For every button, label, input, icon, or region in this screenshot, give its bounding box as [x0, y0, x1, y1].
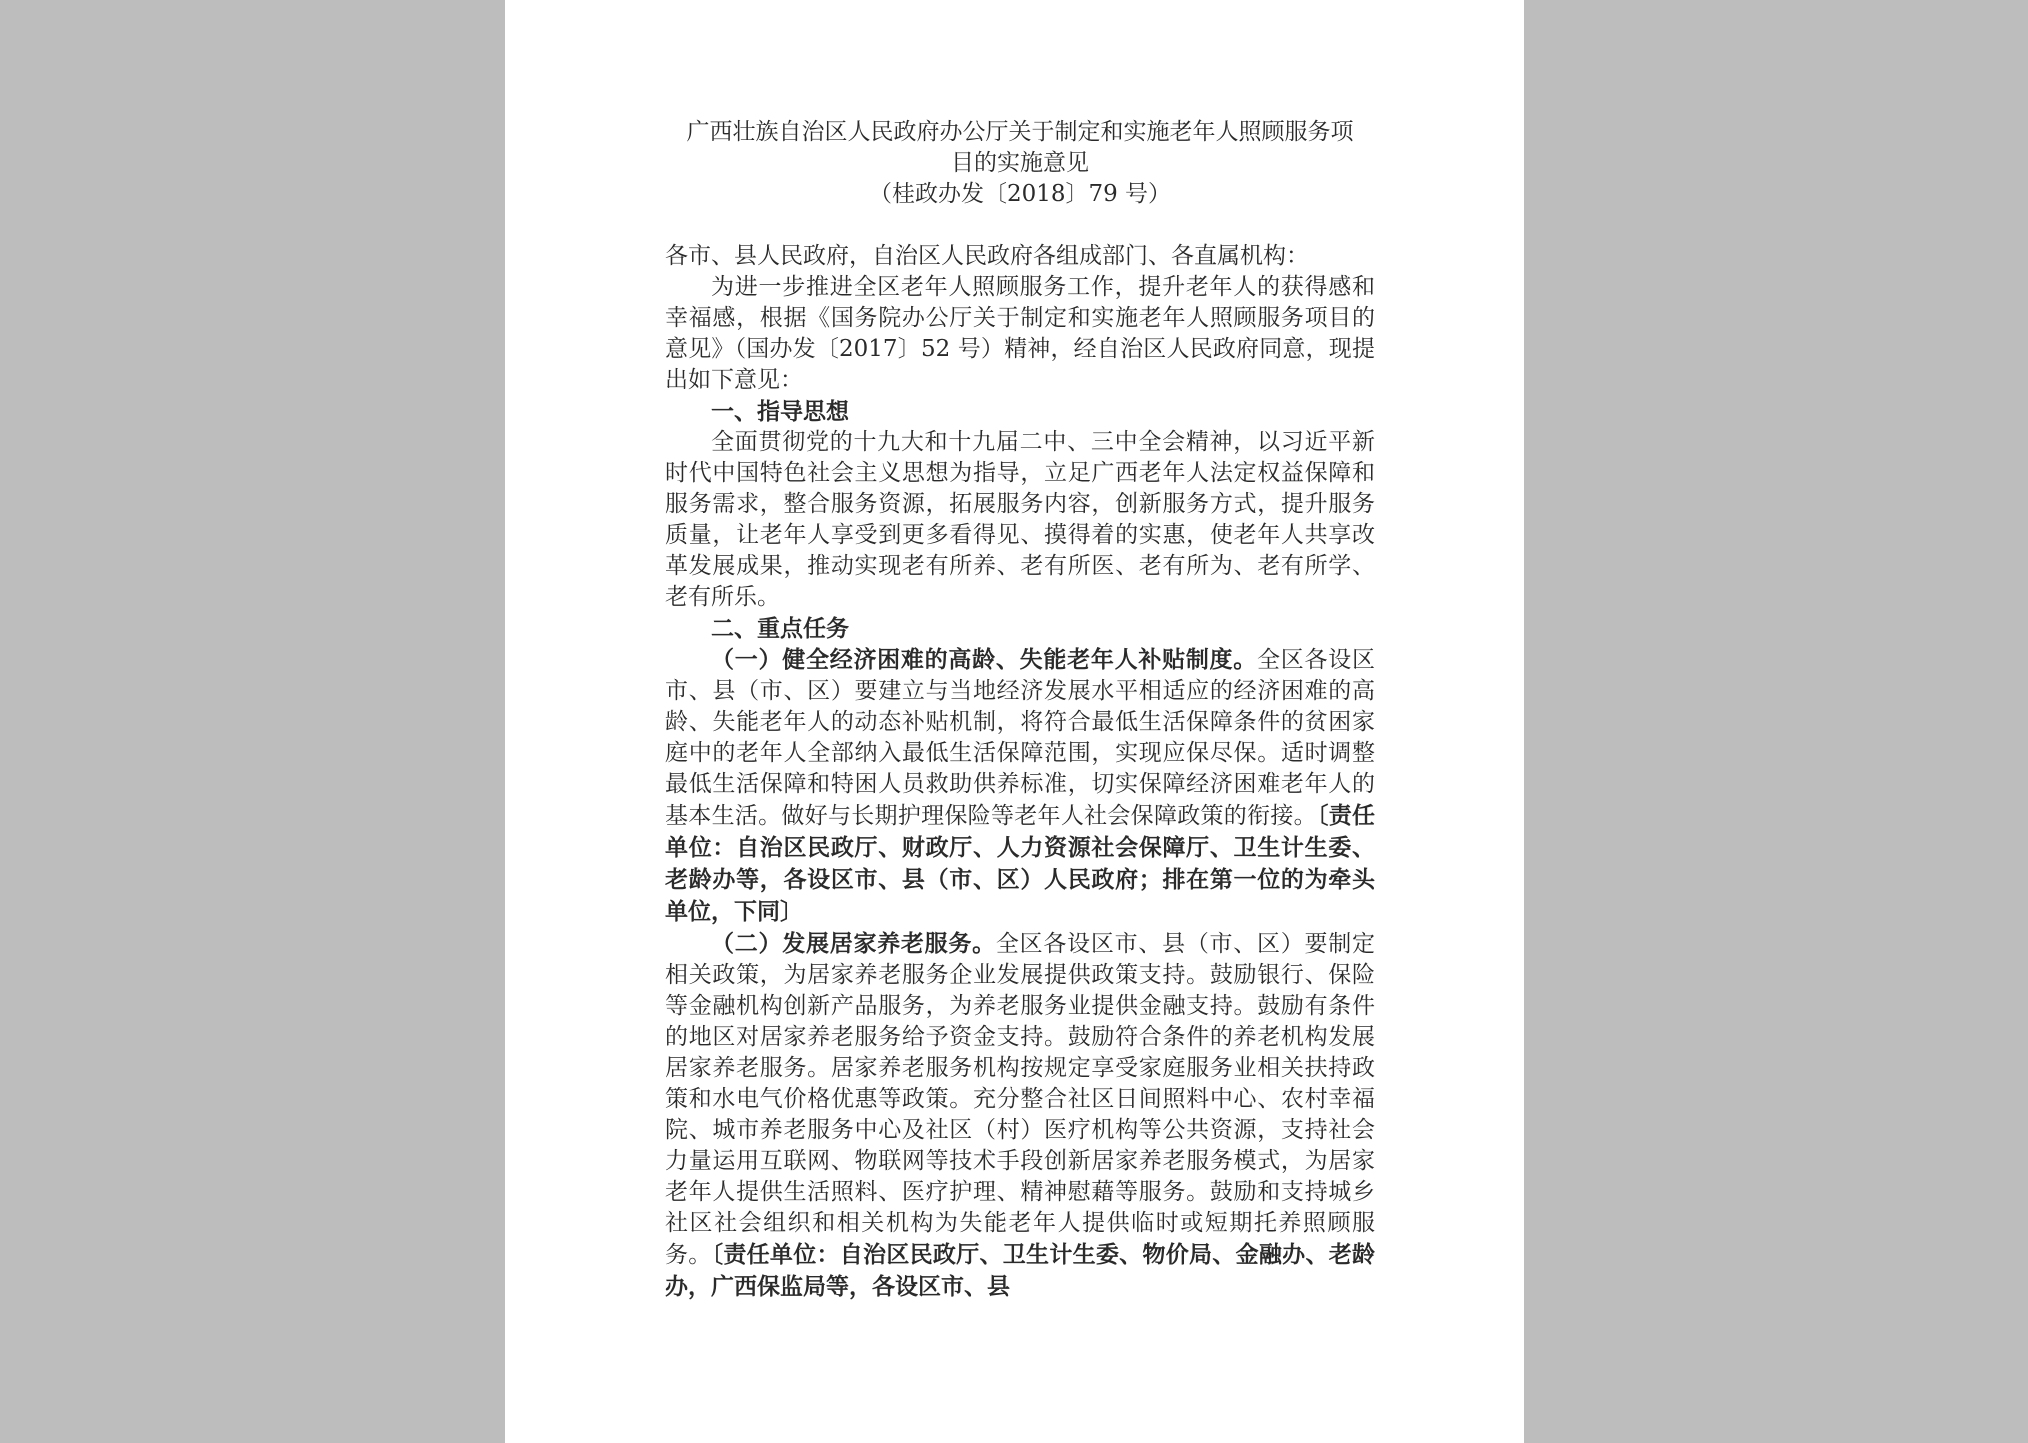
addressee: 各市、县人民政府，自治区人民政府各组成部门、各直属机构：: [665, 243, 1309, 269]
intro-paragraph: 为进一步推进全区老年人照顾服务工作，提升老年人的获得感和幸福感，根据《国务院办公厅关于制定和实施老年人照顾服务项目的意见》（国办发〔2017〕52 号）精神，经自治区人民政府同意，现提出如下意见：: [665, 274, 1375, 393]
item-2-heading: （二）发展居家养老服务。: [711, 930, 996, 957]
item-1-responsibility: 〔责任单位：自治区民政厅、财政厅、人力资源社会保障厅、卫生计生委、老龄办等，各设区市、县（市、区）人民政府；排在第一位的为牵头单位，下同〕: [665, 802, 1376, 925]
item-1-text: 全区各设区市、县（市、区）要建立与当地经济发展水平相适应的经济困难的高龄、失能老年人的动态补贴机制，将符合最低生活保障条件的贫困家庭中的老年人全部纳入最低生活保障范围，实现应保尽保。适时调整最低生活保障和特困人员救助供养标准，切实保障经济困难老年人的基本生活。做好与长期护理保险等老年人社会保障政策的衔接。: [665, 647, 1376, 829]
item-2-paragraph: [665, 928, 1375, 1303]
item-1-paragraph: [665, 644, 1375, 928]
section-1-heading: 一、指导思想: [711, 398, 849, 425]
document-title: [665, 117, 1375, 179]
document-number: （桂政办发〔2018〕79 号）: [868, 181, 1172, 207]
section-2-heading: 二、重点任务: [711, 615, 849, 642]
section-1-paragraph: 全面贯彻党的十九大和十九届二中、三中全会精神，以习近平新时代中国特色社会主义思想为指导，立足广西老年人法定权益保障和服务需求，整合服务资源，拓展服务内容，创新服务方式，提升服务质量，让老年人享受到更多看得见、摸得着的实惠，使老年人共享改革发展成果，推动实现老有所养、老有所医、老有所为、老有所学、老有所乐。: [665, 429, 1375, 610]
document-content: [665, 117, 1375, 1303]
item-2-responsibility: 〔责任单位：自治区民政厅、卫生计生委、物价局、金融办、老龄办，广西保监局等，各设区市、县: [665, 1241, 1376, 1300]
title-line-1: 广西壮族自治区人民政府办公厅关于制定和实施老年人照顾服务项: [686, 119, 1354, 145]
item-1-heading: （一）健全经济困难的高龄、失能老年人补贴制度。: [711, 646, 1258, 673]
item-2-text: 全区各设区市、县（市、区）要制定相关政策，为居家养老服务企业发展提供政策支持。鼓励银行、保险等金融机构创新产品服务，为养老服务业提供金融支持。鼓励有条件的地区对居家养老服务给予资金支持。鼓励符合条件的养老机构发展居家养老服务。居家养老服务机构按规定享受家庭服务业相关扶持政策和水电气价格优惠等政策。充分整合社区日间照料中心、农村幸福院、城市养老服务中心及社区（村）医疗机构等公共资源，支持社会力量运用互联网、物联网等技术手段创新居家养老服务模式，为居家老年人提供生活照料、医疗护理、精神慰藉等服务。鼓励和支持城乡社区社会组织和相关机构为失能老年人提供临时或短期托养照顾服务。: [665, 931, 1376, 1268]
title-line-2: 目的实施意见: [951, 150, 1089, 176]
document-page: [505, 0, 1524, 1443]
